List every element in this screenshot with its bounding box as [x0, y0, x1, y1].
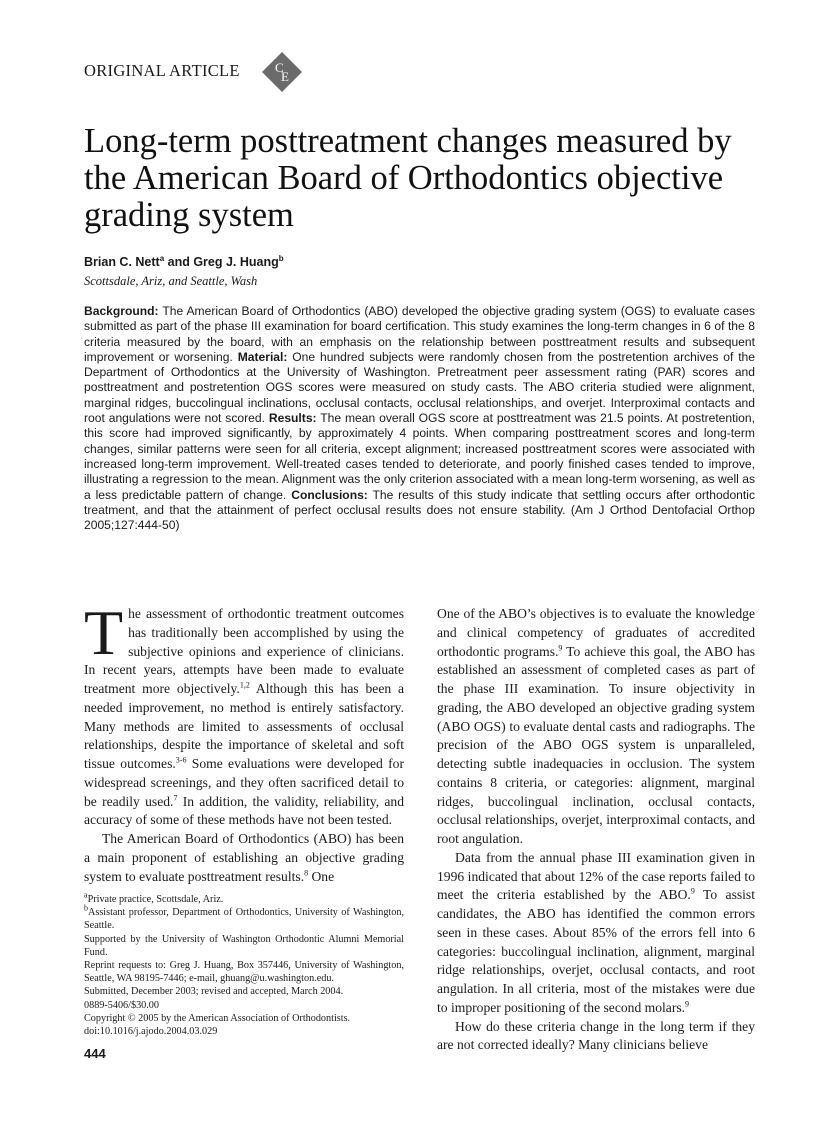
- author-2: Greg J. Huang: [193, 255, 279, 269]
- citation: 9: [690, 886, 695, 896]
- text: The American Board of Orthodontics (ABO) has been a main proponent of establishing an objective grading system to evaluate posttreatment results.: [84, 831, 404, 884]
- citation: 9: [558, 642, 563, 652]
- article-title: Long-term posttreatment changes measured by the American Board of Orthodontics objective grading system: [84, 122, 732, 234]
- copyright: Copyright © 2005 by the American Association of Orthodontists.: [84, 1012, 351, 1024]
- drop-cap: T: [84, 597, 124, 668]
- reprint-note: Reprint requests to: Greg J. Huang, Box 357446, University of Washington, Seattle, WA 98195-7446; e-mail, ghuang@u.washington.edu.: [84, 960, 404, 985]
- section-label: [84, 61, 240, 81]
- footnote-text: Assistant professor, Department of Orthodontics, University of Washington, Seattle.: [84, 907, 404, 932]
- paragraph: How do these criteria change in the long term if they are not corrected ideally? Many clinicians believe: [437, 1018, 755, 1053]
- citation: 7: [173, 792, 178, 802]
- footnotes: [84, 890, 404, 1038]
- body-column-left: [84, 597, 405, 886]
- text: One of the ABO’s objectives is to evaluate the knowledge and clinical competency of graduates of accredited orthodontic programs.: [437, 606, 755, 659]
- text: In addition, the validity, reliability, and accuracy of some of these methods have not been tested.: [84, 793, 404, 828]
- abstract-text: One hundred subjects were randomly chosen from the postretention archives of the Department of Orthodontics at the University of Washington. Pretreatment peer assessment rating (PAR) scores and posttreatment and postretention OGS scores were measured on study casts. The ABO criteria studied were alignment, marginal ridges, buccolingual inclinations, occlusal contacts, occlusal relationships, and overjet. Interproximal contacts and root angulations were not scored.: [84, 349, 756, 426]
- abstract-text: The American Board of Orthodontics (ABO) developed the objective grading system (OGS) to evaluate cases submitted as part of the phase III examination for board certification. This study examines the long-term changes in 6 of the 8 criteria measured by the board, with an emphasis on the relationship between posttreatment results and subsequent improvement or worsening.: [84, 304, 755, 364]
- citation: 9: [685, 999, 690, 1009]
- abstract-label: Background:: [84, 304, 159, 318]
- funding-note: Supported by the University of Washington Orthodontic Alumni Memorial Fund.: [84, 933, 404, 958]
- text: he assessment of orthodontic treatment outcomes has traditionally been accomplished by using the subjective opinions and experience of clinicians. In recent years, attempts have been made to evaluate treatment more objectively.: [84, 606, 404, 696]
- citation: 3-6: [175, 755, 187, 765]
- citation: 8: [304, 867, 309, 877]
- doi: doi:10.1016/j.ajodo.2004.03.029: [84, 1026, 218, 1038]
- footnote-text: Private practice, Scottsdale, Ariz.: [87, 894, 224, 905]
- issn: 0889-5406/$30.00: [84, 999, 159, 1011]
- text: Data from the annual phase III examination given in 1996 indicated that about 12% of the case reports failed to meet the criteria established by the ABO.: [437, 849, 755, 903]
- author-and: and: [164, 255, 194, 269]
- abstract-label: Material:: [237, 349, 288, 364]
- paragraph: [84, 830, 404, 886]
- body-column-right: [437, 605, 755, 1055]
- author-1-sup: a: [159, 253, 165, 263]
- footnote-mark: b: [84, 903, 88, 913]
- paragraph: [84, 597, 405, 830]
- submission-dates: Submitted, December 2003; revised and accepted, March 2004.: [84, 986, 344, 998]
- footnote-mark: a: [84, 890, 88, 900]
- author-2-sup: b: [278, 253, 284, 263]
- citation: 1,2: [239, 680, 250, 690]
- footnote: [84, 890, 404, 906]
- abstract-text: The results of this study indicate that settling occurs after orthodontic treatment, and that the attainment of perfect occlusal results does not ensure stability. (Am J Orthod Dentofacial Orthop 2005;127:444-50): [84, 487, 755, 533]
- abstract-label: Results:: [268, 411, 317, 426]
- text: Although this has been a needed improvement, no method is entirely satisfactory. Many methods are limited to assessments of occlusal relationships, despite the importance of skeletal and soft tissue outcomes.: [84, 681, 405, 771]
- text: Some evaluations were developed for widespread screenings, and they often sacrificed detail to be readily used.: [84, 756, 404, 809]
- abstract-label: Conclusions:: [291, 487, 368, 502]
- footnote: [84, 903, 404, 932]
- abstract-text: The mean overall OGS score at posttreatment was 21.5 points. At postretention, this score had improved significantly, by approximately 4 points. When comparing posttreatment scores and long-term changes, similar patterns were seen for all criteria, except alignment; increased posttreatment scores were associated with increased long-term improvement. Well-treated cases tended to deteriorate, and poorly finished cases tended to improve, illustrating a regression to the mean. Alignment was the only criterion associated with a mean long-term worsening, as well as a less predictable pattern of change.: [84, 411, 755, 502]
- author-1: Brian C. Nett: [84, 255, 160, 269]
- page-number: 444: [84, 1046, 106, 1061]
- text: To assist candidates, the ABO has identified the common errors seen in these cases. About 85% of the errors fell into 6 categories: buccolingual inclination, alignment, marginal ridge relationships, overjet, occlusal contacts, and root angulation. In all criteria, most of the mistakes were due to improper positioning of the second molars.: [437, 887, 755, 1015]
- paragraph: [437, 849, 755, 1018]
- paragraph: [437, 605, 755, 849]
- text: To achieve this goal, the ABO has established an assessment of completed cases as part of the phase III examination. To insure objectivity in grading, the ABO developed an objective grading system (ABO OGS) to evaluate dental casts and radiographs. The precision of the ABO OGS system is unparalleled, detecting subtle inadequacies in occlusion. The system contains 8 criteria, or categories: alignment, marginal ridges, buccolingual inclination, occlusal contacts, occlusal relationships, overjet, interproximal contacts, and root angulation.: [437, 643, 755, 846]
- svg-text:C: C: [275, 60, 284, 75]
- authors: [84, 255, 284, 269]
- ce-badge-logo: [262, 52, 302, 92]
- svg-text:E: E: [281, 69, 289, 84]
- text: One: [308, 868, 335, 884]
- abstract: [84, 304, 755, 533]
- section-text: ORIGINAL ARTICLE: [84, 61, 240, 80]
- affiliation: Scottsdale, Ariz, and Seattle, Wash: [84, 274, 258, 288]
